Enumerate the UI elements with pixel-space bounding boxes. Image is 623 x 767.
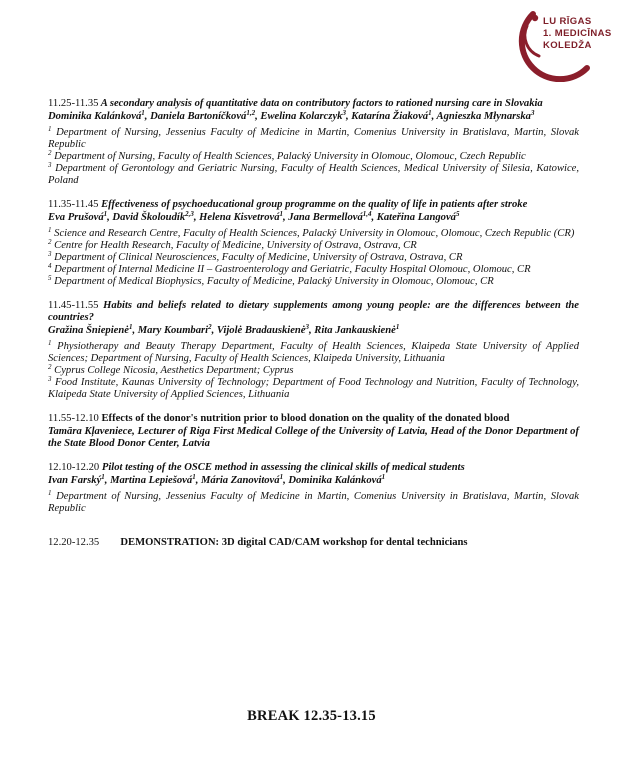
affiliation-number: 3 bbox=[48, 161, 52, 169]
session-title-text: Habits and beliefs related to dietary supplements among young people: are the differences between the countries? bbox=[48, 300, 579, 323]
author-name: Gražina Šniepienė bbox=[48, 325, 129, 336]
session-authors: Ivan Farský$^1$, Martina Lepiešová$^1$, Mária Zanovitová$^1$, Dominika Kalánková$^1$ bbox=[48, 473, 386, 486]
affiliation-text: Department of Internal Medicine II – Gastroenterology and Geriatric, Faculty Hospital Olomouc, Olomouc, CR bbox=[54, 264, 531, 275]
author-affiliation-mark: 1 bbox=[128, 323, 133, 331]
author-affiliation-mark: 3 bbox=[342, 109, 346, 117]
session-authors: Dominika Kalánková$^1$, Daniela Bartoníčková$^{1,2}$, Ewelina Kolarczyk$^3$, Katarína Žiaková$^1$, Agnieszka Młynarska$^3$ bbox=[48, 109, 535, 122]
affiliation-number: 1 bbox=[48, 226, 52, 234]
author-name: Martina Lepiešová bbox=[110, 475, 193, 486]
author-affiliation-mark: 5 bbox=[455, 210, 460, 218]
demonstration-title: DEMONSTRATION: 3D digital CAD/CAM workshop for dental technicians bbox=[120, 537, 468, 548]
session-block bbox=[48, 462, 579, 515]
author-affiliation-mark: 1 bbox=[103, 210, 108, 218]
affiliation-number: 1 bbox=[48, 339, 52, 347]
affiliation-text: Department of Gerontology and Geriatric Nursing, Faculty of Health Sciences, Medical University of Silesia, Katowice, Poland bbox=[48, 163, 580, 186]
affiliation-number: 2 bbox=[48, 363, 52, 371]
author-affiliation-mark: 2,3 bbox=[185, 210, 194, 218]
affiliation-list bbox=[48, 341, 579, 401]
author-name: Ewelina Kolarczyk bbox=[260, 111, 343, 122]
author-affiliation-mark: 1 bbox=[279, 210, 283, 218]
session-title bbox=[48, 98, 579, 110]
author-name: Rita Jankauskienė bbox=[314, 325, 396, 336]
session-time: 11.25-11.35 bbox=[48, 98, 99, 109]
affiliation-text: Department of Clinical Neurosciences, Faculty of Medicine, University of Ostrava, Ostrava, CR bbox=[54, 252, 463, 263]
affiliation-text: Department of Medical Biophysics, Faculty of Medicine, Palacký University in Olomouc, Olomouc, CR bbox=[54, 276, 494, 287]
author-affiliation-mark: 1 bbox=[192, 473, 196, 481]
affiliation-item bbox=[48, 240, 579, 252]
author-affiliation-mark: 1,2 bbox=[246, 109, 256, 117]
author-affiliation-mark: 1 bbox=[101, 473, 105, 481]
college-logo bbox=[505, 6, 617, 82]
author-name: Helena Kisvetrová bbox=[199, 212, 280, 223]
author-affiliation-mark: 1 bbox=[428, 109, 432, 117]
author-name: Mary Koumbari bbox=[137, 325, 209, 336]
author-name: Agnieszka Młynarska bbox=[436, 111, 531, 122]
affiliation-number: 3 bbox=[48, 250, 52, 258]
programme-content bbox=[48, 98, 579, 549]
session-time: 12.10-12.20 bbox=[48, 462, 100, 473]
session-title-text: Effects of the donor's nutrition prior to blood donation on the quality of the donated blood bbox=[101, 413, 510, 424]
affiliation-item bbox=[48, 127, 579, 151]
author-affiliation-mark: 3 bbox=[305, 323, 309, 331]
affiliation-list bbox=[48, 491, 579, 515]
author-name: Kateřina Langová bbox=[376, 212, 456, 223]
author-affiliation-mark: 1 bbox=[141, 109, 145, 117]
affiliation-item bbox=[48, 276, 579, 288]
demonstration-row bbox=[48, 537, 579, 549]
affiliation-item bbox=[48, 252, 579, 264]
session-title-text: Effectiveness of psychoeducational group programme on the quality of life in patients after stroke bbox=[101, 199, 528, 210]
logo-line-1: LU RĪGAS bbox=[543, 16, 592, 27]
author-name: Ivan Farský bbox=[48, 475, 102, 486]
author-name: David Školoudík bbox=[112, 212, 186, 223]
author-affiliation-mark: 1 bbox=[279, 473, 284, 481]
session-block bbox=[48, 413, 579, 450]
affiliation-item bbox=[48, 264, 579, 276]
author-affiliation-mark: 1 bbox=[395, 323, 400, 331]
author-affiliation-mark: 3 bbox=[530, 109, 535, 117]
session-time: 11.45-11.55 bbox=[48, 300, 99, 311]
affiliation-item bbox=[48, 341, 579, 365]
session-authors: Eva Prušová$^1$, David Školoudík$^{2,3}$, Helena Kisvetrová$^1$, Jana Bermellová$^{1,4}$, Kateřina Langová$^5$ bbox=[48, 210, 460, 223]
author-name: Vijolė Bradauskienė bbox=[216, 325, 306, 336]
affiliation-text: Physiotherapy and Beauty Therapy Department, Faculty of Health Sciences, Klaipeda State University of Applied Sciences; Department of Nursing, Faculty of Health Sciences, Klaipeda University, Lithuania bbox=[48, 341, 579, 364]
session-block bbox=[48, 300, 579, 401]
affiliation-item bbox=[48, 163, 579, 187]
author-affiliation-mark: 1,4 bbox=[362, 210, 372, 218]
affiliation-list bbox=[48, 127, 579, 187]
affiliation-text: Cyprus College Nicosia, Aesthetics Department; Cyprus bbox=[54, 365, 294, 376]
author-affiliation-mark: 2 bbox=[208, 323, 212, 331]
author-name: Daniela Bartoníčková bbox=[150, 111, 247, 122]
affiliation-item bbox=[48, 491, 579, 515]
affiliation-text: Science and Research Centre, Faculty of Health Sciences, Palacký University in Olomouc, Olomouc, Czech Republic (CR) bbox=[54, 228, 575, 239]
session-block bbox=[48, 199, 579, 288]
author-name: Dominika Kalánková bbox=[48, 111, 142, 122]
session-title bbox=[48, 462, 579, 474]
affiliation-text: Department of Nursing, Jessenius Faculty of Medicine in Martin, Comenius University in Bratislava, Martin, Slovak Republic bbox=[48, 491, 579, 514]
logo-line-3: KOLEDŽA bbox=[543, 40, 592, 51]
author-affiliation-mark: 1 bbox=[381, 473, 386, 481]
author-name: Jana Bermellová bbox=[288, 212, 363, 223]
session-authors: Tamāra Kļaveniece, Lecturer of Riga First Medical College of the University of Latvia, Head of the Donor Department of the State Blood Donor Center, Latvia bbox=[48, 426, 579, 449]
affiliation-text: Centre for Health Research, Faculty of Medicine, University of Ostrava, Ostrava, CR bbox=[54, 240, 417, 251]
affiliation-number: 2 bbox=[48, 149, 52, 157]
affiliation-list bbox=[48, 228, 579, 288]
session-title-text: A secondary analysis of quantitative data on contributory factors to rationed nursing care in Slovakia bbox=[100, 98, 543, 109]
session-time: 11.55-12.10 bbox=[48, 413, 99, 424]
logo-line-2: 1. MEDICĪNAS bbox=[543, 28, 612, 39]
affiliation-number: 5 bbox=[48, 274, 52, 282]
affiliation-number: 1 bbox=[48, 125, 52, 133]
session-time: 11.35-11.45 bbox=[48, 199, 99, 210]
affiliation-item bbox=[48, 228, 579, 240]
author-name: Dominika Kalánková bbox=[288, 475, 382, 486]
session-block bbox=[48, 98, 579, 187]
logo-wordmark bbox=[543, 16, 612, 52]
session-title bbox=[48, 300, 579, 324]
affiliation-number: 4 bbox=[48, 262, 52, 270]
affiliation-number: 1 bbox=[48, 489, 52, 497]
author-name: Mária Zanovitová bbox=[200, 475, 280, 486]
session-title-text: Pilot testing of the OSCE method in assessing the clinical skills of medical students bbox=[101, 462, 465, 473]
session-title bbox=[48, 413, 579, 425]
break-heading: BREAK 12.35-13.15 bbox=[247, 708, 376, 724]
affiliation-number: 2 bbox=[48, 238, 52, 246]
affiliation-text: Department of Nursing, Jessenius Faculty of Medicine in Martin, Comenius University in Bratislava, Martin, Slovak Republic bbox=[48, 127, 579, 150]
demonstration-time: 12.20-12.35 bbox=[48, 537, 100, 548]
session-authors: Gražina Šniepienė$^1$, Mary Koumbari$^2$, Vijolė Bradauskienė$^3$, Rita Jankauskienė$^1$ bbox=[48, 323, 400, 336]
affiliation-text: Department of Nursing, Faculty of Health Sciences, Palacký University in Olomouc, Olomouc, Czech Republic bbox=[54, 151, 526, 162]
affiliation-item bbox=[48, 377, 579, 401]
affiliation-text: Food Institute, Kaunas University of Technology; Department of Food Technology and Nutrition, Faculty of Technology, Klaipeda State University of Applied Sciences, Lithuania bbox=[48, 377, 579, 400]
affiliation-item bbox=[48, 151, 579, 163]
author-name: Katarína Žiaková bbox=[351, 111, 429, 122]
author-name: Eva Prušová bbox=[48, 212, 104, 223]
session-title bbox=[48, 199, 579, 211]
affiliation-number: 3 bbox=[48, 375, 52, 383]
affiliation-item bbox=[48, 365, 579, 377]
